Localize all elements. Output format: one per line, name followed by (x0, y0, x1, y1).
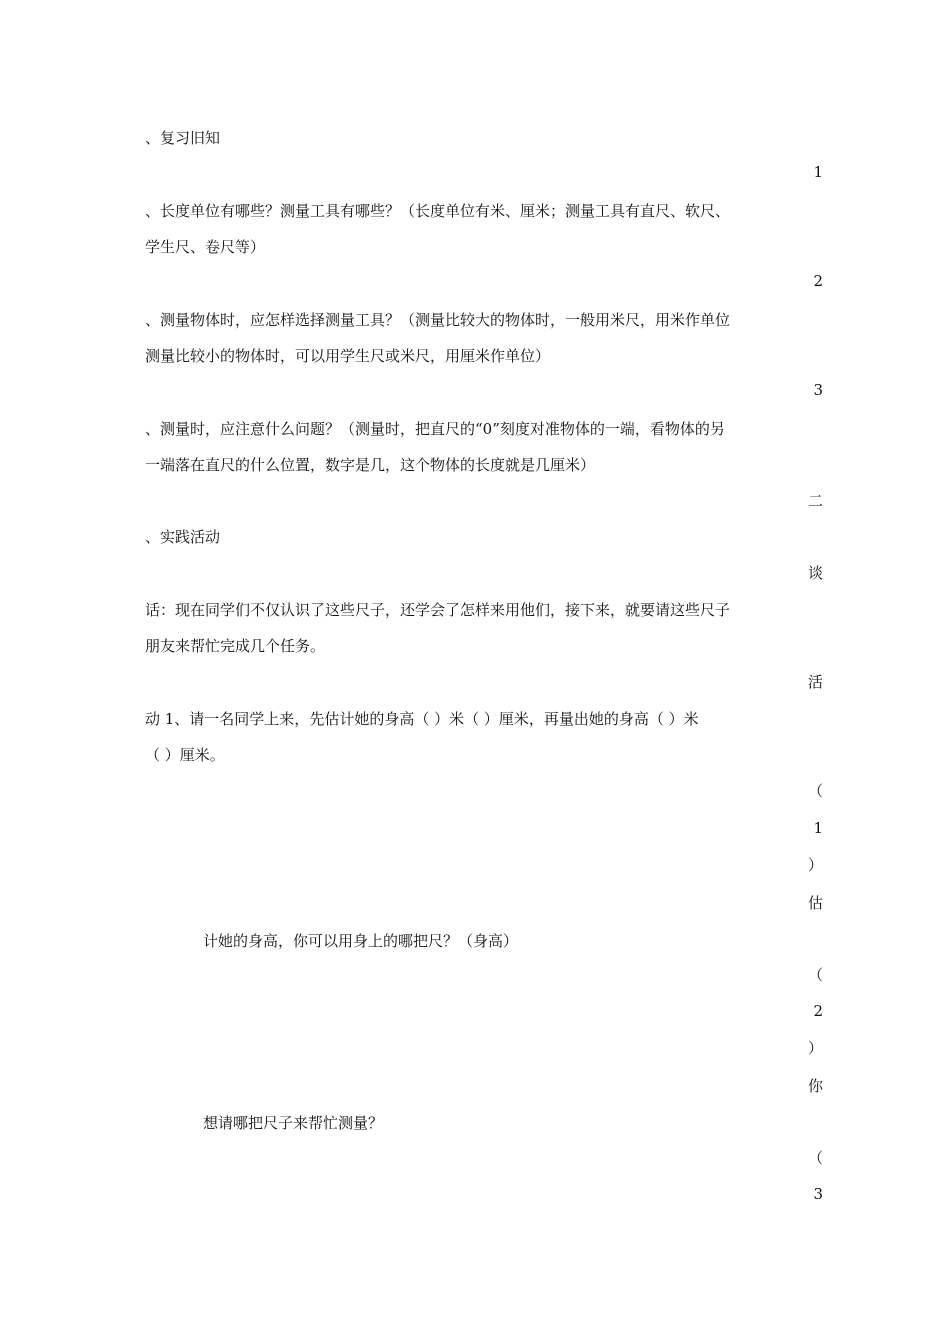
text-line: 、长度单位有哪些？测量工具有哪些？（长度单位有米、厘米；测量工具有直尺、软尺、 (145, 202, 731, 220)
text-fragment: （ (807, 966, 823, 984)
text-line: 动 1、请一名同学上来，先估计她的身高（ ）米（ ）厘米，再量出她的身高（ ）米 (145, 710, 699, 728)
text-fragment: （ (807, 782, 823, 800)
text-line: 朋友来帮忙完成几个任务。 (145, 637, 326, 655)
text-fragment: 1 (813, 819, 823, 837)
text-line: 计她的身高，你可以用身上的哪把尺？（身高） (203, 932, 519, 950)
text-line: 一端落在直尺的什么位置，数字是几，这个物体的长度就是几厘米） (145, 456, 596, 474)
text-fragment: 谈 (807, 564, 823, 582)
text-line: 测量比较小的物体时，可以用学生尺或米尺，用厘米作单位） (145, 347, 551, 365)
text-fragment: 你 (807, 1077, 823, 1095)
text-fragment: 2 (813, 1002, 823, 1020)
text-fragment: ） (807, 1039, 823, 1057)
text-line: 学生尺、卷尺等） (145, 238, 266, 256)
item-number-2: 2 (813, 272, 823, 290)
section-number-2: 二 (807, 492, 823, 510)
item-number-1: 1 (813, 163, 823, 181)
text-fragment: 估 (807, 894, 823, 912)
text-line: 、测量时，应注意什么问题？（测量时，把直尺的“0”刻度对准物体的一端，看物体的另 (145, 420, 725, 438)
text-fragment: （ (807, 1149, 823, 1167)
item-number-3: 3 (813, 381, 823, 399)
text-line: 、测量物体时，应怎样选择测量工具？（测量比较大的物体时，一般用米尺，用米作单位 (145, 311, 731, 329)
section-heading-review: 、复习旧知 (145, 129, 221, 147)
text-line: （ ）厘米。 (145, 746, 225, 764)
text-fragment: 3 (813, 1185, 823, 1203)
text-line: 话：现在同学们不仅认识了这些尺子，还学会了怎样来用他们，接下来，就要请这些尺子 (145, 601, 731, 619)
section-heading-practice: 、实践活动 (145, 528, 221, 546)
text-fragment: 活 (807, 673, 823, 691)
text-fragment: ） (807, 856, 823, 874)
text-line: 想请哪把尺子来帮忙测量？ (203, 1114, 384, 1132)
